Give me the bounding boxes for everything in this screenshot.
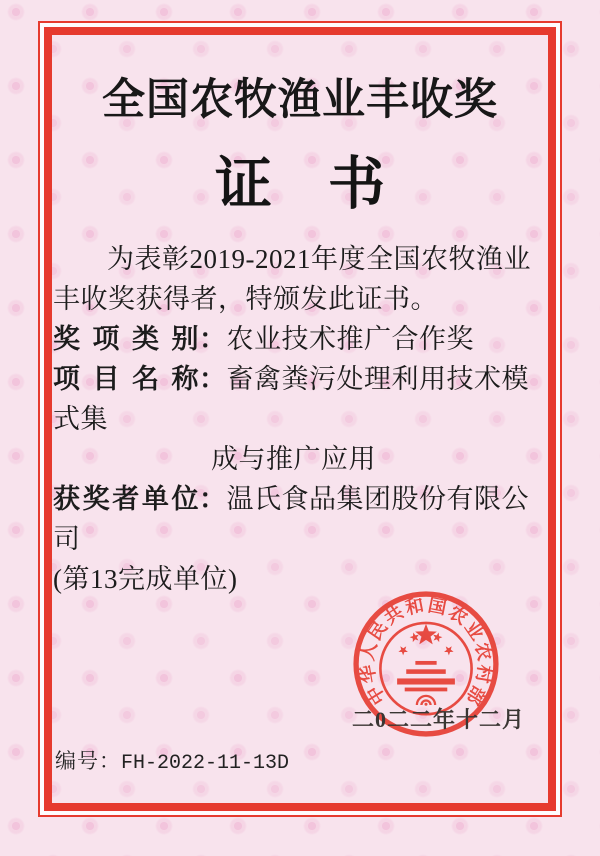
field-project-name: [53, 359, 547, 479]
project-name-colon: ：: [199, 363, 227, 394]
serial-number: FH-2022-11-13D: [121, 752, 290, 775]
seal-ring-char: 中: [363, 681, 390, 709]
seal-ring-char: 农: [471, 640, 495, 663]
seal-ring-char: 和: [403, 595, 426, 619]
issue-date: 二0二二年十二月: [352, 707, 526, 732]
seal-ring-char: 华: [356, 663, 380, 685]
winner-unit-label: 获奖者单位: [53, 483, 199, 514]
project-name-label: 项目名称: [53, 363, 199, 394]
national-emblem-icon: [380, 623, 471, 714]
award-category-label: 奖项类别: [53, 323, 199, 354]
award-category-value: 农业技术推广合作奖: [226, 323, 474, 354]
seal-ring-char: 农: [444, 601, 472, 629]
seal-ring-char: 业: [460, 617, 488, 645]
field-award-category: [53, 319, 547, 359]
seal-ring-char: 部: [462, 681, 489, 709]
seal-ring-char: 国: [426, 595, 449, 619]
citation-paragraph: [53, 239, 547, 319]
project-name-value-line2: 成与推广应用: [211, 443, 376, 474]
winner-unit-value-line1: 温氏食品集团股份有限公司: [53, 483, 529, 554]
seal-ring-char: 人: [357, 640, 381, 663]
serial-label: 编号：: [55, 749, 121, 773]
seal-ring-char: 共: [380, 601, 408, 629]
winner-unit-colon: ：: [199, 483, 227, 514]
project-name-value-line1: 畜禽粪污处理利用技术模式集: [53, 363, 529, 434]
citation-line-2: 丰收奖获得者，特颁发此证书。: [53, 283, 438, 314]
field-winner-unit: [53, 479, 547, 599]
citation-line-1: 为表彰2019-2021年度全国农牧渔业: [107, 243, 531, 274]
award-category-colon: ：: [199, 323, 227, 354]
seal-ring-char: 民: [364, 617, 392, 645]
winner-unit-value-line2: (第13完成单位): [53, 563, 238, 594]
seal-ring-char: 村: [472, 663, 496, 685]
document-title: 证书: [215, 153, 441, 217]
award-title: 全国农牧渔业丰收奖: [102, 76, 498, 124]
